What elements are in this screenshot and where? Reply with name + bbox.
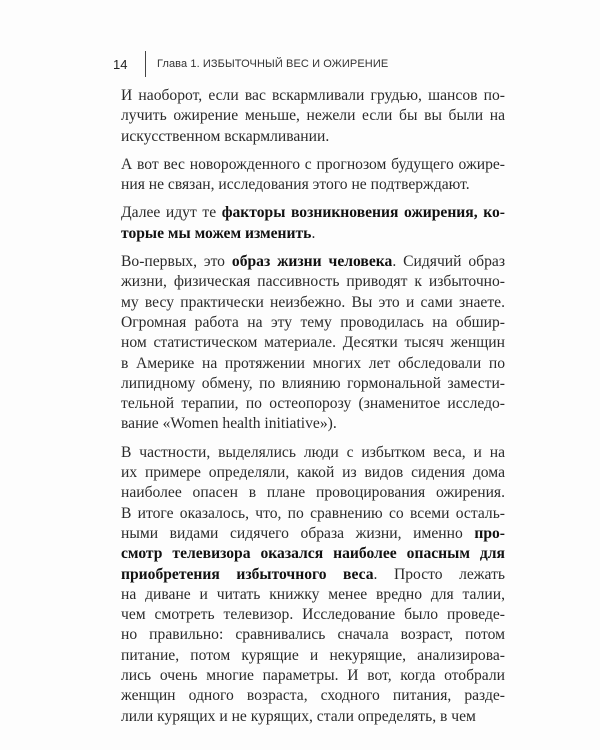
text-line: [121, 666, 505, 686]
bold-text: факторы возникновения ожирения, ко-: [221, 204, 505, 222]
bold-text: смотр телевизора оказался наиболее опасным для: [121, 545, 505, 563]
text-line: [121, 585, 505, 605]
page-number: 14: [113, 56, 128, 72]
bold-text: про-: [474, 524, 505, 542]
text-segment: их примере определяли, какой из видов сидения дома: [121, 464, 505, 482]
text-line: [121, 707, 505, 727]
paragraph: [121, 443, 505, 727]
text-segment: лили курящих и не курящих, стали определять, в чем: [121, 707, 476, 725]
text-segment: ном статистическом материале. Десятки тысяч женщин: [121, 334, 505, 352]
text-line: [121, 463, 505, 483]
paragraph: [121, 155, 505, 196]
text-segment: .: [311, 224, 316, 242]
text-segment: искусственном вскармливании.: [121, 127, 330, 145]
text-segment: Во-первых, это: [121, 253, 232, 271]
text-line: [121, 252, 505, 272]
text-segment: жизни, физическая пассивность приводят к избыточно-: [121, 273, 505, 291]
text-segment: лись очень многие параметры. И вот, когда отобрали: [121, 667, 505, 685]
text-segment: липидному обмену, по влиянию гормональной замести-: [121, 374, 505, 392]
text-line: [121, 504, 505, 524]
text-line: [121, 127, 505, 147]
text-segment: тельной терапии, по остеопорозу (знаменитое исследо-: [121, 395, 505, 413]
bold-text: образ жизни человека: [231, 253, 393, 271]
text-segment: Огромная работа на эту тему проводилась на обшир-: [121, 313, 505, 331]
text-segment: Далее идут те: [121, 204, 222, 222]
bold-text: приобретения избыточного веса: [121, 565, 374, 583]
text-line: [121, 106, 505, 126]
text-segment: женщин одного возраста, сходного питания, разде-: [121, 687, 505, 705]
text-line: [121, 313, 505, 333]
text-line: [121, 443, 505, 463]
text-line: [121, 272, 505, 292]
text-line: [121, 605, 505, 625]
text-segment: вание «Women health initiative»).: [121, 415, 337, 433]
text-line: [121, 175, 505, 195]
text-line: [121, 524, 505, 544]
body-text: [121, 86, 505, 735]
text-segment: В итоге оказалось, что, по сравнению со всеми осталь-: [121, 504, 505, 522]
text-line: [121, 565, 505, 585]
text-segment: наиболее опасен в плане провоцирования ожирения.: [121, 484, 505, 502]
text-segment: И наоборот, если вас вскармливали грудью, шансов по-: [121, 87, 505, 104]
page-header: [113, 52, 388, 76]
running-head: Глава 1. ИЗБЫТОЧНЫЙ ВЕС И ОЖИРЕНИЕ: [157, 58, 389, 70]
text-line: [121, 86, 505, 106]
text-segment: на диване и читать книжку менее вредно для талии,: [121, 585, 505, 603]
header-divider: [145, 51, 146, 77]
text-line: [121, 333, 505, 353]
text-segment: питание, потом курящие и некурящие, анализирова-: [121, 646, 505, 664]
paragraph: [121, 203, 505, 244]
text-segment: в Америке на протяжении многих лет обследовали по: [121, 354, 505, 372]
text-segment: . Просто лежать: [373, 565, 505, 583]
text-segment: ния не связан, исследования этого не подтверждают.: [121, 176, 470, 194]
text-line: [121, 394, 505, 414]
text-line: [121, 686, 505, 706]
text-segment: но правильно: сравнивались сначала возраст, потом: [121, 626, 505, 644]
text-line: [121, 483, 505, 503]
text-segment: ными видами сидячего образа жизни, именно: [121, 524, 475, 542]
text-line: [121, 354, 505, 374]
text-line: [121, 374, 505, 394]
text-segment: В частности, выделялись люди с избытком веса, и на: [121, 443, 505, 461]
text-segment: А вот вес новорожденного с прогнозом будущего ожире-: [121, 155, 505, 173]
text-line: [121, 155, 505, 175]
text-segment: лучить ожирение меньше, нежели если бы вы были на: [121, 107, 505, 125]
text-line: [121, 293, 505, 313]
text-segment: . Сидячий образ: [392, 253, 505, 271]
paragraph: [121, 86, 505, 147]
bold-text: торые мы можем изменить: [121, 224, 312, 242]
text-line: [121, 414, 505, 434]
paragraph: [121, 252, 505, 435]
text-line: [121, 625, 505, 645]
text-segment: чем смотреть телевизор. Исследование было проведе-: [121, 606, 505, 624]
text-line: [121, 544, 505, 564]
text-segment: му весу практически неизбежно. Вы это и сами знаете.: [121, 293, 505, 311]
text-line: [121, 646, 505, 666]
text-line: [121, 224, 505, 244]
text-line: [121, 203, 505, 223]
